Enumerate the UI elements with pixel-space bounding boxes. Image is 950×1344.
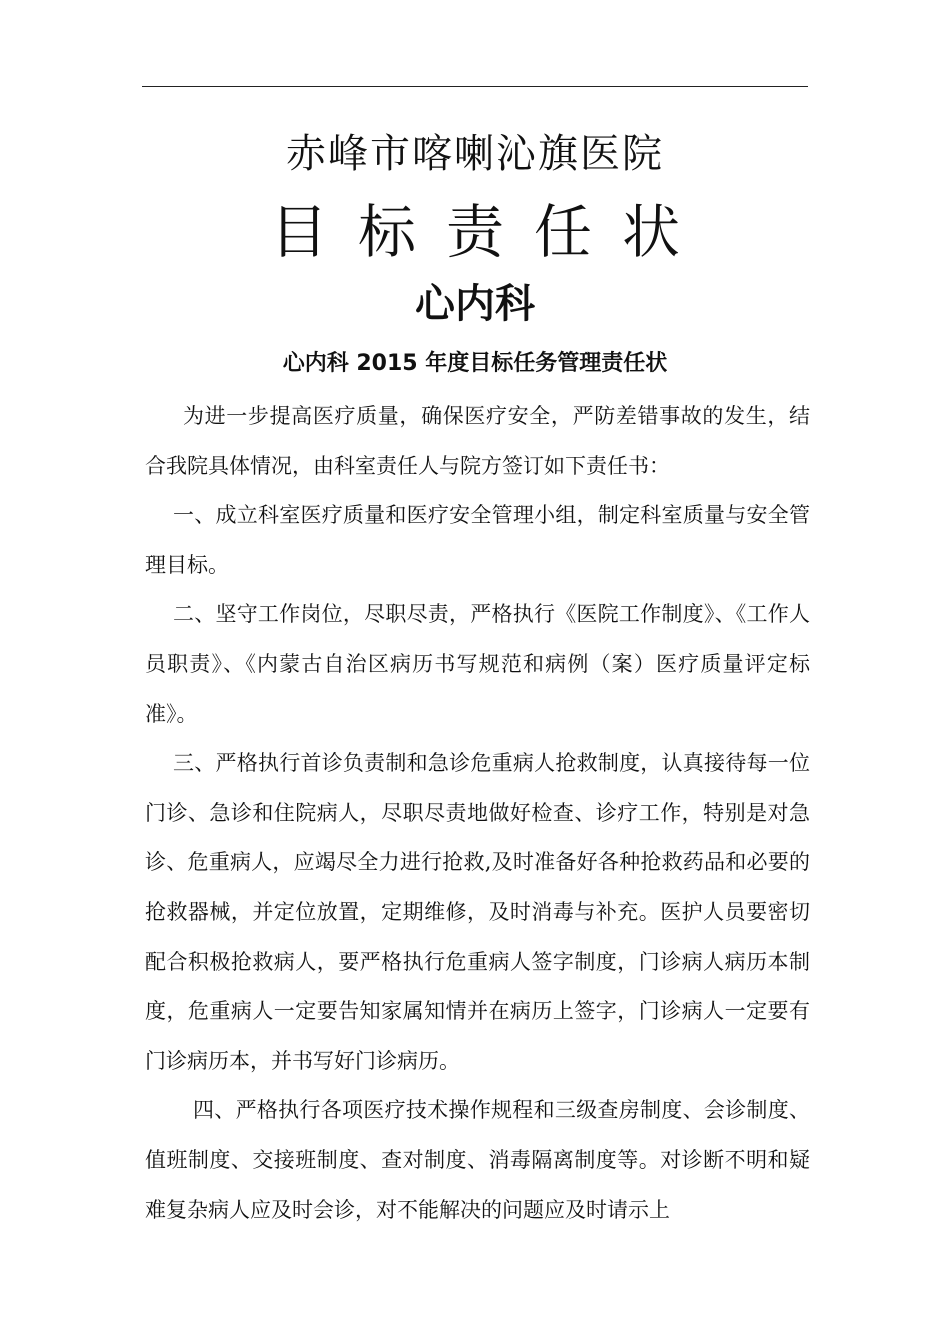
paragraph-item-3: 三、严格执行首诊负责制和急诊危重病人抢救制度，认真接待每一位门诊、急诊和住院病人，尽职尽责地做好检查、诊疗工作，特别是对急诊、危重病人，应竭尽全力进行抢救,及时准备好各种抢救药品和必要的抢救器械，并定位放置，定期维修，及时消毒与补充。医护人员要密切配合积极抢救病人，要严格执行危重病人签字制度，门诊病人病历本制度，危重病人一定要告知家属知情并在病历上签字，门诊病人一定要有门诊病历本，并书写好门诊病历。 (145, 751, 810, 1073)
hospital-name: 赤峰市喀喇沁旗医院 (286, 131, 664, 177)
document-body (145, 392, 810, 1235)
paragraph-intro: 为进一步提高医疗质量，确保医疗安全，严防差错事故的发生，结合我院具体情况，由科室责任人与院方签订如下责任书： (145, 404, 810, 478)
paragraph-item-2: 二、坚守工作岗位，尽职尽责，严格执行《医院工作制度》、《工作人员职责》、《内蒙古自治区病历书写规范和病例（案）医疗质量评定标准》。 (145, 602, 810, 726)
department-title: 心内科 (415, 281, 535, 327)
paragraph-item-1: 一、成立科室医疗质量和医疗安全管理小组，制定科室质量与安全管理目标。 (145, 503, 810, 577)
header-rule (142, 86, 808, 87)
document-subtitle: 心内科 2015 年度目标任务管理责任状 (282, 351, 668, 376)
paragraph-item-4: 四、严格执行各项医疗技术操作规程和三级查房制度、会诊制度、值班制度、交接班制度、查对制度、消毒隔离制度等。对诊断不明和疑难复杂病人应及时会诊，对不能解决的问题应及时请示上 (145, 1098, 810, 1222)
main-title: 目标责任状 (269, 198, 710, 266)
